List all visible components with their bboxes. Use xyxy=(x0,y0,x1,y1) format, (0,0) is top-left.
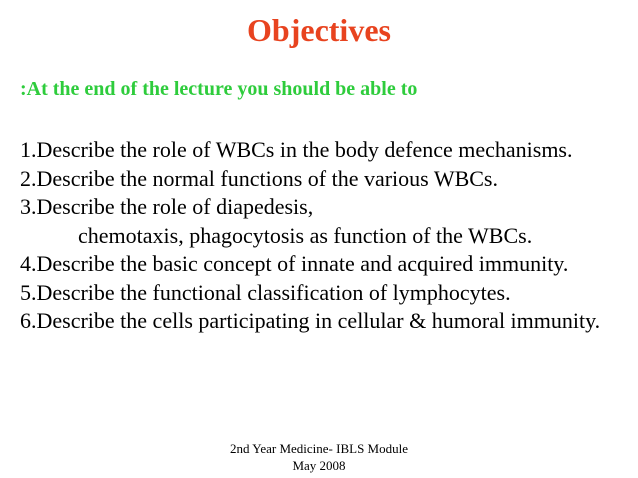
objective-item-2: 2.Describe the normal functions of the various WBCs. xyxy=(20,165,498,191)
slide-footer xyxy=(0,440,638,474)
objective-item-5: 5.Describe the functional classification of lymphocytes. xyxy=(20,279,511,305)
objective-item-4: 4.Describe the basic concept of innate and acquired immunity. xyxy=(20,251,569,276)
objective-item-3-continuation xyxy=(20,222,635,251)
objectives-list xyxy=(20,136,635,336)
intro-line: :At the end of the lecture you should be able to xyxy=(20,78,418,100)
slide-title: Objectives xyxy=(247,12,391,48)
footer-date: May 2008 xyxy=(292,458,346,473)
objective-item-6: 6.Describe the cells participating in cellular & humoral immunity. xyxy=(20,308,601,333)
objective-item-1: 1.Describe the role of WBCs in the body defence mechanisms. xyxy=(20,137,573,162)
footer-module: 2nd Year Medicine- IBLS Module xyxy=(229,441,408,456)
objective-item-3: 3.Describe the role of diapedesis, xyxy=(20,194,314,219)
objective-item-3-continuation-text: chemotaxis, phagocytosis as function of the WBCs. xyxy=(78,222,533,248)
